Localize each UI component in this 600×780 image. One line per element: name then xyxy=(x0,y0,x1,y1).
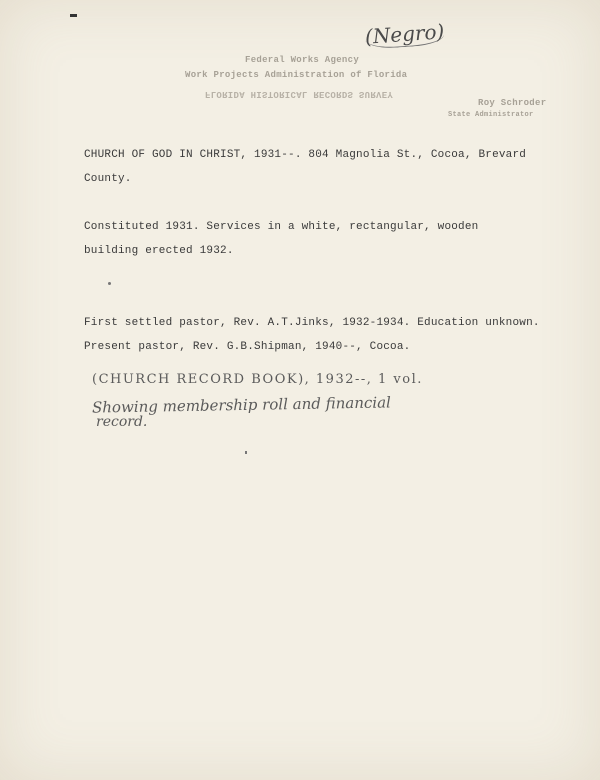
handwritten-line-3: record. xyxy=(96,414,148,430)
signer-title: State Administrator xyxy=(448,111,534,119)
entry-building-line: building erected 1932. xyxy=(84,245,234,257)
letterhead-line-3: FLORIDA HISTORICAL RECORDS SURVEY xyxy=(205,89,394,99)
margin-mark xyxy=(70,14,77,17)
handwritten-line-1: (CHURCH RECORD BOOK), 1932--, 1 vol. xyxy=(92,372,423,387)
entry-title-line: CHURCH OF GOD IN CHRIST, 1931--. 804 Magnolia St., Cocoa, Brevard xyxy=(84,149,527,161)
entry-present-pastor-line: Present pastor, Rev. G.B.Shipman, 1940--, Cocoa. xyxy=(84,341,411,353)
letterhead-line-1: Federal Works Agency xyxy=(245,55,360,65)
letterhead-line-2: Work Projects Administration of Florida xyxy=(185,70,408,80)
entry-constituted-line: Constituted 1931. Services in a white, rectangular, wooden xyxy=(84,221,479,233)
signer-name: Roy Schroder xyxy=(478,98,547,108)
stray-tick xyxy=(245,451,247,454)
stray-dot xyxy=(108,282,111,285)
handwritten-line-2: Showing membership roll and financial xyxy=(91,393,392,417)
negro-annotation: (Negro) xyxy=(364,19,446,49)
entry-first-pastor-line: First settled pastor, Rev. A.T.Jinks, 1932-1934. Education unknown. xyxy=(84,317,540,329)
entry-county-line: County. xyxy=(84,173,132,185)
